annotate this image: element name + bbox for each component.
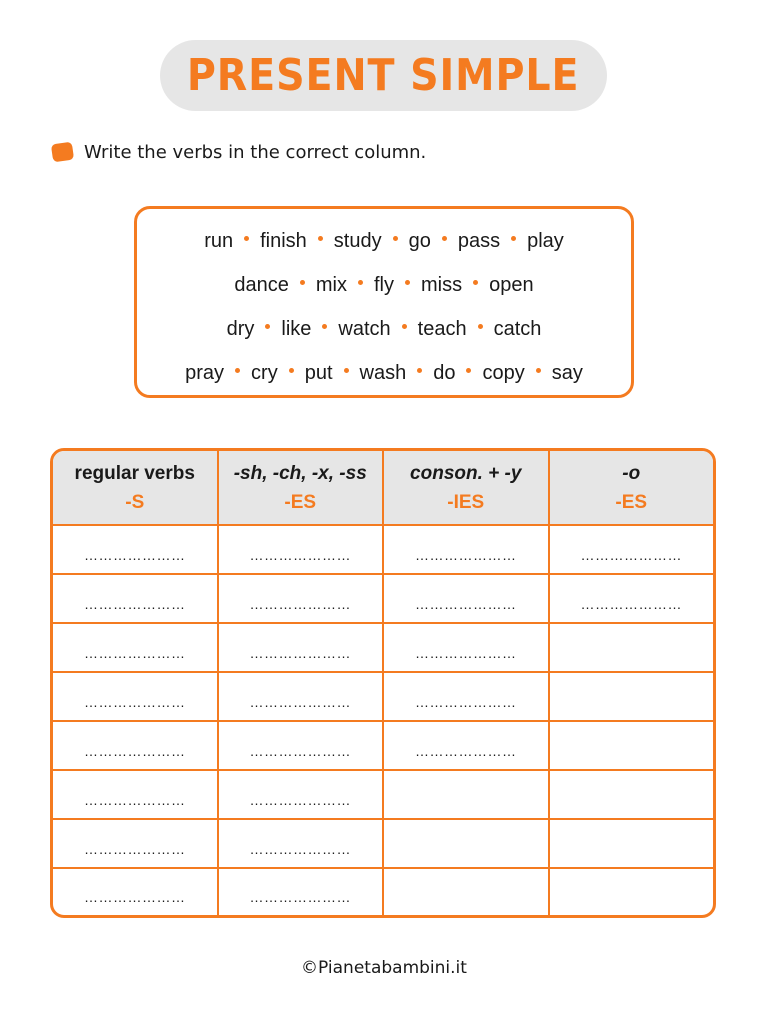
page-title: PRESENT SIMPLE (187, 50, 580, 101)
word-item: wash (359, 361, 407, 384)
empty-cell (550, 771, 714, 818)
answer-blank[interactable]: ………………… (53, 722, 219, 769)
title-banner (160, 40, 607, 111)
column-header (219, 451, 385, 524)
word-item: watch (338, 317, 391, 340)
answer-blank[interactable]: ………………… (53, 575, 219, 622)
separator-dot-icon (466, 368, 471, 373)
separator-dot-icon (442, 236, 447, 241)
separator-dot-icon (358, 280, 363, 285)
word-item: teach (417, 317, 467, 340)
word-item: pray (185, 361, 225, 384)
answer-blank[interactable]: ………………… (384, 575, 550, 622)
answer-blank[interactable]: ………………… (53, 771, 219, 818)
empty-cell (550, 673, 714, 720)
answer-blank[interactable]: ………………… (580, 596, 682, 612)
empty-cell (384, 771, 550, 818)
column-header (384, 451, 550, 524)
separator-dot-icon (244, 236, 249, 241)
table-row (53, 869, 713, 915)
column-header-label: -o (622, 462, 641, 484)
answer-blank[interactable]: ………………… (53, 673, 219, 720)
table-row (53, 624, 713, 673)
word-item: go (408, 229, 431, 252)
word-row (137, 351, 631, 395)
word-item: pass (457, 229, 501, 252)
word-bank (134, 206, 634, 398)
answer-blank[interactable]: ………………… (219, 722, 385, 769)
word-item: do (433, 361, 456, 384)
word-item: run (204, 229, 234, 252)
table-row (53, 526, 713, 575)
separator-dot-icon (511, 236, 516, 241)
answer-blank[interactable]: ………………… (53, 869, 219, 915)
answer-blank[interactable]: ………………… (219, 820, 385, 867)
word-row (137, 219, 631, 263)
separator-dot-icon (318, 236, 323, 241)
word-item: mix (315, 273, 347, 296)
word-row (137, 307, 631, 351)
separator-dot-icon (344, 368, 349, 373)
copyright-footer: ©Pianetabambini.it (301, 958, 467, 978)
separator-dot-icon (289, 368, 294, 373)
word-item: catch (493, 317, 542, 340)
separator-dot-icon (417, 368, 422, 373)
column-header-label: regular verbs (74, 462, 195, 484)
separator-dot-icon (478, 324, 483, 329)
column-header-ending: -S (125, 491, 145, 513)
empty-cell (550, 869, 714, 915)
separator-dot-icon (265, 324, 270, 329)
column-header-ending: -IES (447, 491, 485, 513)
table-row (53, 722, 713, 771)
column-header-ending: -ES (615, 491, 648, 513)
word-item: dance (234, 273, 289, 296)
answer-blank[interactable]: ………………… (384, 624, 550, 671)
empty-cell (384, 820, 550, 867)
column-header-label: conson. + -y (410, 462, 522, 484)
instruction (52, 138, 426, 166)
separator-dot-icon (235, 368, 240, 373)
separator-dot-icon (322, 324, 327, 329)
answer-blank[interactable]: ………………… (219, 673, 385, 720)
separator-dot-icon (300, 280, 305, 285)
empty-cell (550, 624, 714, 671)
answer-blank[interactable]: ………………… (53, 820, 219, 867)
table-row (53, 575, 713, 624)
column-header-ending: -ES (284, 491, 317, 513)
column-header (53, 451, 219, 524)
table-row (53, 820, 713, 869)
word-item: study (333, 229, 382, 252)
table-row (53, 771, 713, 820)
answer-blank[interactable]: ………………… (384, 526, 550, 573)
word-item: like (281, 317, 312, 340)
word-item: put (304, 361, 333, 384)
separator-dot-icon (536, 368, 541, 373)
answer-blank[interactable]: ………………… (53, 526, 219, 573)
instruction-text: Write the verbs in the correct column. (84, 141, 427, 163)
answer-blank[interactable]: ………………… (384, 673, 550, 720)
separator-dot-icon (473, 280, 478, 285)
word-row (137, 263, 631, 307)
bullet-icon (51, 142, 74, 163)
word-item: say (551, 361, 583, 384)
answer-blank[interactable]: ………………… (219, 771, 385, 818)
word-item: fly (374, 273, 394, 296)
answer-blank[interactable]: ………………… (219, 526, 385, 573)
answer-blank[interactable]: ………………… (219, 869, 385, 915)
separator-dot-icon (405, 280, 410, 285)
empty-cell (550, 722, 714, 769)
word-item: copy (482, 361, 525, 384)
word-item: open (489, 273, 534, 296)
answer-blank[interactable]: ………………… (384, 722, 550, 769)
answer-blank[interactable]: ………………… (53, 624, 219, 671)
empty-cell (384, 869, 550, 915)
column-header-label: -sh, -ch, -x, -ss (233, 462, 367, 484)
answer-blank[interactable]: ………………… (219, 575, 385, 622)
separator-dot-icon (402, 324, 407, 329)
empty-cell (550, 820, 714, 867)
word-item: finish (260, 229, 307, 252)
word-item: cry (251, 361, 278, 384)
answer-blank[interactable]: ………………… (580, 547, 682, 563)
word-item: miss (421, 273, 463, 296)
word-item: dry (226, 317, 255, 340)
table-header-row (53, 451, 713, 526)
separator-dot-icon (393, 236, 398, 241)
word-item: play (527, 229, 564, 252)
column-header (550, 451, 714, 524)
table-row (53, 673, 713, 722)
answer-blank[interactable]: ………………… (219, 624, 385, 671)
verb-table (50, 448, 716, 918)
